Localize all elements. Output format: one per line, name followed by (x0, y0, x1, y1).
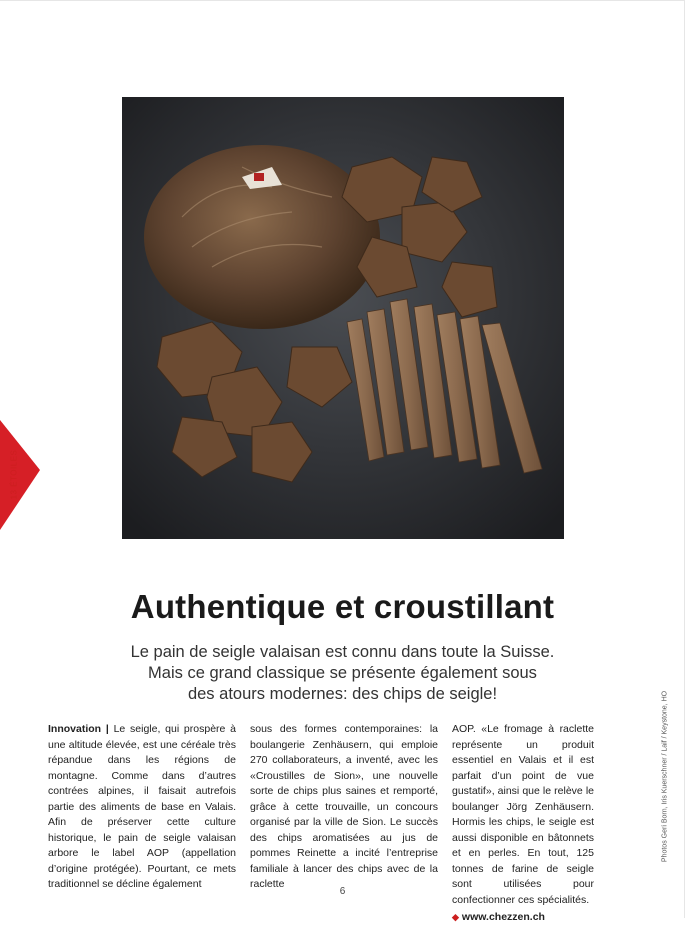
lead-line: des atours modernes: des chips de seigle! (187, 685, 498, 703)
lead-line: Le pain de seigle valaisan est connu dans toute la Suisse. (130, 643, 555, 661)
photo-credit: Photos Geri Born, Iris Kuerschner / Laif / Keystone, HO (661, 690, 669, 863)
diamond-bullet-icon: ◆ (452, 912, 459, 922)
article-lead (100, 642, 585, 705)
body-text: AOP. «Le fromage à raclette représente un produit essentiel en Valais et il est parfait d’un point de vue gustatif», ainsi que le relève le boulanger Jörg Zenhäusern. Hormis les chips, le seigle est aussi disponible en bâtonnets et en perles. En tout, 125 tonnes de farine de seigle sont utilisées pour confectionner ces spécialités. (452, 723, 594, 906)
page-number: 6 (339, 886, 346, 897)
section-tab-label: 13 ÉTOILES (9, 449, 19, 500)
body-lead-in: Innovation | (48, 723, 109, 735)
body-column-2 (250, 722, 438, 893)
body-text: sous des formes contemporaines: la boulangerie Zenhäusern, qui emploie 270 collaborateurs, a inventé, avec les «Croustilles de Sion», une nouvelle sorte de chips plus saines et remporté, grâce à cette trouvaille, un concours organisé par la ville de Sion. Le succès des chips aromatisées au jus de pommes Reinette a incité l’entreprise familiale à lancer des chips avec de la raclette (250, 723, 438, 890)
rye-bread-photo (122, 97, 564, 539)
section-tab (0, 420, 40, 530)
lead-line: Mais ce grand classique se présente également sous (148, 664, 537, 682)
article-body (48, 722, 594, 923)
page-border-top (0, 0, 685, 1)
article-headline: Authentique et croustillant (130, 588, 555, 625)
body-text: Le seigle, qui prospère à une altitude élevée, est une céréale très répandue dans les régions de montagne. Comme dans d’autres contrées alpines, il faisait autrefois partie des aliments de base en Valais. Afin de préserver cette culture historique, le pain de seigle valaisan arbore le label AOP (appellation d’origine protégée). Pourtant, ce mets traditionnel se décline également (48, 723, 236, 890)
website-url[interactable]: www.chezzen.ch (461, 911, 545, 923)
body-column-1 (48, 722, 236, 893)
